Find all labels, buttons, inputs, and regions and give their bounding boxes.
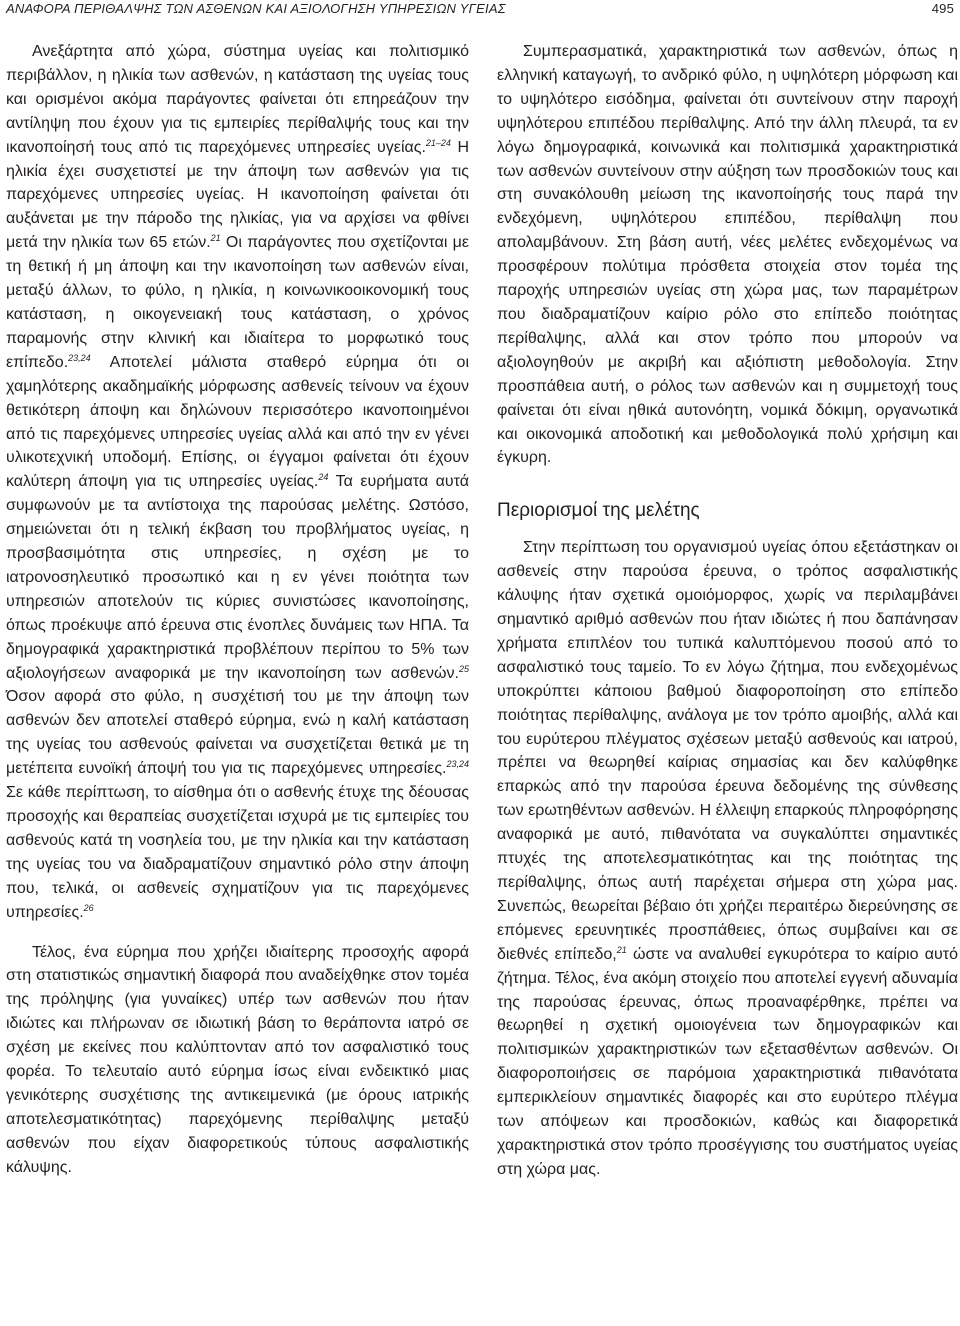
paragraph-prevention-finding: Τέλος, ένα εύρημα που χρήζει ιδιαίτερης προσοχής αφορά στη στατιστικώς σημαντική διαφορά που αναδείχθηκε στον τομέα της πρόληψης (για γυναίκες) υπέρ των ασθενών που ήταν ιδιώτες και πλήρωναν σε ιδιωτική βάση το θεράποντα ιατρό σε σχέση με εκείνες που καλύπτονταν από τον ασφαλιστικό τους φορέα. Το τελευταίο αυτό εύρημα ίσως είναι ενδεικτικό μιας γενικότερης συσχέτισης της αντικειμενικά (με όρους ιατρικής αποτελεσματικότητας) παρεχόμενης περίθαλψης μεταξύ ασθενών που είχαν διαφορετικούς τύπους ασφαλιστικής κάλυψης. — [6, 943, 469, 1176]
citation: 24 — [318, 472, 329, 483]
page-number: 495 — [931, 1, 954, 16]
page-header — [0, 0, 960, 20]
citation: 21 — [616, 944, 627, 955]
citation: 25 — [458, 663, 469, 674]
citation: 23,24 — [68, 352, 91, 363]
paragraph-limitations: Στην περίπτωση του οργανισμού υγείας όπου εξετάστηκαν οι ασθενείς στην παρούσα έρευνα, ο τρόπος ασφαλιστικής κάλυψης ήταν σχετικά ομοιόμορφος, χωρίς να περιλαμβάνει σημαντικό αριθμό ασθενών που ήταν ιδιώτες ή που δαπάνησαν χρήματα επιπλέον του τυπικά καλυπτόμενου ποσού από το ασφαλιστικό τους ταμείο. Το εν λόγω ζήτημα, που ενδεχομένως υποκρύπτει κάποιου βαθμού διαφοροποίηση στο επίπεδο ποιότητας περίθαλψης, ανάλογα με τον τρόπο αμοιβής, αλλά και του ευρύτερου πλέγματος σχέσεων μεταξύ ασθενούς και ιατρού, πρέπει να θεωρηθεί καίριας σημασίας και δεν καλύφθηκε επαρκώς από την παρούσα έρευνα δεδομένης της σύνθεσης των ερωτηθέντων ασθενών. Η έλλειψη επαρκούς πληροφόρησης αναφορικά με αυτό, πιθανότατα να συγκαλύπτει σημαντικές πτυχές της αποτελεσματικότητας και της ποιότητας της περίθαλψης, όπως αυτή παρέχεται σήμερα στη χώρα μας. Συνεπώς, θεωρείται βέβαιο ότι χρήζει περαιτέρω διερεύνησης σε επόμενες ερευνητικές προσπάθειες, όπως συμβαίνει και σε διεθνές επίπεδο,$^{21}$ ώστε να αναλυθεί εγκυρότερα το καίριο αυτό ζήτημα. Τέλος, ένα ακόμη στοιχείο που αποτελεί εγγενή αδυναμία της παρούσας έρευνας, όπως προαναφέρθηκε, πρέπει να θεωρηθεί η σχετική ομοιογένεια των δημογραφικών και πολιτισμικών χαρακτηριστικών των εξετασθέντων ασθενών. Οι διαφοροποιήσεις σε παρόμοια χαρακτηριστικά πιθανότατα εμπερικλείουν σημαντικές διαφορές και στο ευρύτερο πλέγμα των απόψεων και προσδοκιών, καθώς και διαφορετικά χαρακτηριστικά στον τρόπο προσέγγισης του συστήματος υγείας στη χώρα μας. — [497, 539, 958, 1178]
section-heading-limitations: Περιορισμοί της μελέτης — [497, 500, 700, 522]
running-title: ΑΝΑΦΟΡΑ ΠΕΡΙΘΑΛΨΗΣ ΤΩΝ ΑΣΘΕΝΩΝ ΚΑΙ ΑΞΙΟΛΟΓΗΣΗ ΥΠΗΡΕΣΙΩΝ ΥΓΕΙΑΣ — [6, 1, 506, 16]
paragraph-conclusions: Συμπερασματικά, χαρακτηριστικά των ασθενών, όπως η ελληνική καταγωγή, το ανδρικό φύλο, η υψηλότερη μόρφωση και το υψηλότερο εισόδημα, φαίνεται ότι συντείνουν στην παροχή υψηλότερου επιπέδου περίθαλψης. Από την άλλη πλευρά, τα εν λόγω δημογραφικά, κοινωνικά και πολιτισμικά χαρακτηριστικά των ασθενών συντείνουν στην αύξηση των προσδοκιών τους και στη συνακόλουθη μείωση της ικανοποίησής τους παρά την ενδεχόμενη, υψηλότερου επιπέδου, περίθαλψη που απολαμβάνουν. Στη βάση αυτή, νέες μελέτες ενδεχομένως να προσφέρουν πολύτιμα πρόσθετα στοιχεία στον τομέα της παροχής υπηρεσιών υγείας στη χώρα μας, των παραμέτρων που διαδραματίζουν καίριο ρόλο στο επίπεδο ποιότητας περίθαλψης, αλλά και στον τρόπο που μπορούν να αξιολογηθούν με ακριβή και αξιόπιστη μεθοδολογία. Στην προσπάθεια αυτή, ο ρόλος των ασθενών και η συμμετοχή τους φαίνεται ότι είναι ηθικά αυτονόητη, νομικά δόκιμη, οργανωτικά και οικονομικά αποδοτική και μεθοδολογικά πολύ χρήσιμη και έγκυρη. — [497, 43, 958, 467]
citation: 21–24 — [425, 137, 451, 148]
citation: 26 — [83, 902, 94, 913]
citation: 23,24 — [446, 759, 469, 770]
citation: 21 — [210, 233, 221, 244]
left-column — [6, 40, 469, 1180]
right-column — [497, 40, 958, 1182]
paragraph-patient-factors: Ανεξάρτητα από χώρα, σύστημα υγείας και πολιτισμικό περιβάλλον, η ηλικία των ασθενών, η κατάσταση της υγείας τους και ορισμένοι ακόμα παράγοντες φαίνεται ότι επηρεάζουν την αντίληψη που έχουν για τις εμπειρίες περίθαλψής τους και την ικανοποίησή τους από τις παρεχόμενες υπηρεσίες υγείας.$^{21-24}$ Η ηλικία έχει συσχετιστεί με την άποψη των ασθενών για τις παρεχόμενες υπηρεσίες υγείας. Η ικανοποίηση φαίνεται ότι αυξάνεται με την πάροδο της ηλικίας, για να αρχίσει να φθίνει μετά την ηλικία των 65 ετών.$^{21}$ Οι παράγοντες που σχετίζονται με τη θετική ή μη άποψη και την ικανοποίηση των ασθενών είναι, μεταξύ άλλων, το φύλο, η ηλικία, η κοινωνικοοικονομική τους κατάσταση, η οικογενειακή τους κατάσταση, ο χρόνος παραμονής στην κλινική και ιδιαίτερα το μορφωτικό τους επίπεδο.$^{23,24}$ Αποτελεί μάλιστα σταθερό εύρημα ότι οι χαμηλότερης ακαδημαϊκής μόρφωσης ασθενείς τείνουν να έχουν θετικότερη άποψη και δηλώνουν περισσότερο ικανοποιημένοι από τις παρεχόμενες υπηρεσίες υγείας αλλά και από την εν γένει υλικοτεχνική υποδομή. Επίσης, οι έγγαμοι φαίνεται ότι έχουν καλύτερη άποψη για τις υπηρεσίες υγείας.$^{24}$ Τα ευρήματα αυτά συμφωνούν με τα αντίστοιχα της παρούσας μελέτης. Ωστόσο, σημειώνεται ότι η τελική έκβαση του προβλήματος υγείας, η προσβασιμότητα στις υπηρεσίες, η σχέση με το ιατρονοσηλευτικό προσωπικό και η εν γένει ποιότητα των υπηρεσιών αποτελούν τις κύριες συνιστώσες ικανοποίησης, όπως προέκυψε από έρευνα στις ένοπλες δυνάμεις των ΗΠΑ. Τα δημογραφικά χαρακτηριστικά προβλέπουν περίπου το 5% των αξιολογήσεων αναφορικά με την ικανοποίηση των ασθενών.$^{25}$ Όσον αφορά στο φύλο, η συσχέτισή του με την άποψη των ασθενών δεν αποτελεί σταθερό εύρημα, ενώ η καλή κατάσταση της υγείας του ασθενούς φαίνεται να συσχετίζεται θετικά με τη μετέπειτα ευνοϊκή άποψή του για τις παρεχόμενες υπηρεσίες.$^{23,24}$ Σε κάθε περίπτωση, το αίσθημα ότι ο ασθενής έτυχε της δέουσας προσοχής και θεραπείας συσχετίζεται ισχυρά με τις εμπειρίες του ασθενούς κατά τη νοσηλεία του, με την ηλικία και την κατάσταση της υγείας του να διαδραματίζουν σημαντικό ρόλο στην άποψη που, τελικά, οι ασθενείς σχηματίζουν για τις παρεχόμενες υπηρεσίες.$^{26}$ — [6, 43, 470, 921]
